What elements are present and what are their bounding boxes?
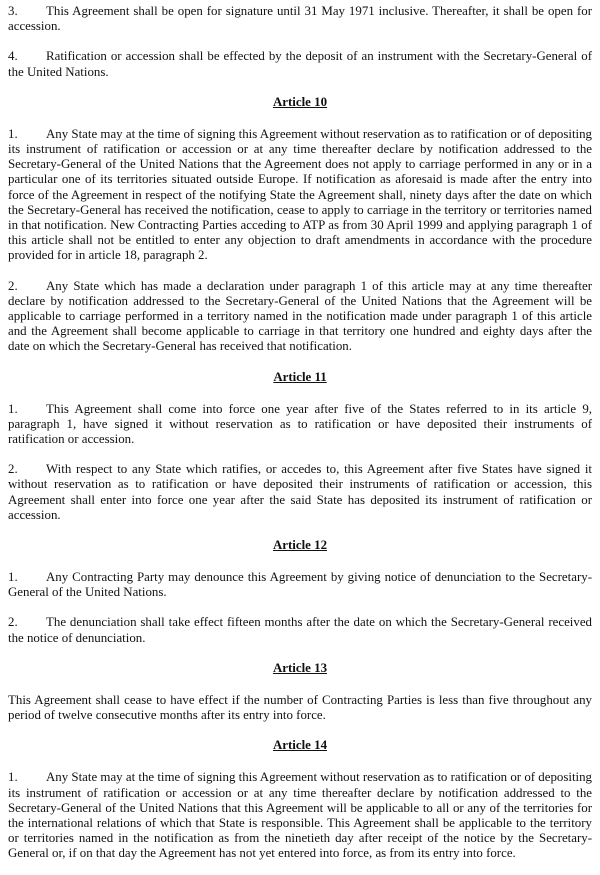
paragraph-text: Any State which has made a declaration under paragraph 1 of this article may at any time thereafter declare by notification addressed to the Secretary-General of the United Nations that the Agreement will be applicable to carriage performed in a territory named in the notification made under paragraph 1 of this article and the Agreement shall become applicable to carriage in that territory one hundred and eighty days after the date on which the Secretary-General has received that notification. xyxy=(8,278,592,354)
paragraph-text: The denunciation shall take effect fifteen months after the date on which the Secretary-General received the notice of denunciation. xyxy=(8,615,592,645)
paragraph-text: With respect to any State which ratifies, or accedes to, this Agreement after five States have signed it without reservation as to ratification or have deposited their instruments of ratification or accession, this Agreement shall enter into force one year after the said State has deposited its instrument of ratification or accession. xyxy=(8,462,592,522)
article-13-heading: Article 13 xyxy=(272,660,328,675)
article-12-heading: Article 12 xyxy=(272,538,328,553)
paragraph-text: Any State may at the time of signing this Agreement without reservation as to ratification or of depositing its instrument of ratification or accession or at any time thereafter declare by notification addressed to the Secretary-General of the United Nations that this Agreement will be applicable to all or any of the territories for the international relations of which that State is responsible. This Agreement shall be applicable to the territory or territories named in the notification as from the ninetieth day after receipt of the notice by the Secretary-General or, if on that day the Agreement has not yet entered into force, as from its entry into force. xyxy=(8,770,592,861)
article-13-text: This Agreement shall cease to have effect if the number of Contracting Parties is less than five throughout any period of twelve consecutive months after its entry into force. xyxy=(8,692,592,723)
article-9-paragraph-3 xyxy=(8,4,592,34)
paragraph-number: 2. xyxy=(8,462,18,477)
article-11-paragraph-2 xyxy=(8,462,592,523)
paragraph-number: 1. xyxy=(8,570,18,585)
paragraph-text: Ratification or accession shall be effected by the deposit of an instrument with the Secretary-General of the United Nations. xyxy=(8,49,592,79)
paragraph-number: 2. xyxy=(8,278,18,293)
article-10-heading: Article 10 xyxy=(272,94,328,109)
paragraph-text: This Agreement shall be open for signature until 31 May 1971 inclusive. Thereafter, it shall be open for accession. xyxy=(8,4,592,34)
article-14-paragraph-1 xyxy=(8,770,592,861)
paragraph-text: This Agreement shall come into force one year after five of the States referred to in its article 9, paragraph 1, have signed it without reservation as to ratification or have deposited their instruments of ratification or accession. xyxy=(8,401,592,447)
article-10-paragraph-1 xyxy=(8,127,592,264)
paragraph-number: 2. xyxy=(8,615,18,630)
article-12-paragraph-1 xyxy=(8,570,592,600)
paragraph-number: 3. xyxy=(8,4,18,18)
paragraph-text: Any Contracting Party may denounce this Agreement by giving notice of denunciation to the Secretary-General of the United Nations. xyxy=(8,570,592,600)
article-9-paragraph-4 xyxy=(8,49,592,79)
article-11-heading: Article 11 xyxy=(273,369,327,384)
article-10-paragraph-2 xyxy=(8,279,592,355)
paragraph-number: 1. xyxy=(8,770,18,785)
article-12-paragraph-2 xyxy=(8,615,592,645)
article-11-paragraph-1 xyxy=(8,402,592,448)
article-14-heading: Article 14 xyxy=(272,738,328,753)
paragraph-number: 1. xyxy=(8,126,18,141)
paragraph-number: 4. xyxy=(8,49,18,64)
paragraph-text: Any State may at the time of signing this Agreement without reservation as to ratification or of depositing its instrument of ratification or accession or at any time thereafter declare by notification addressed to the Secretary-General of the United Nations that the Agreement does not apply to carriage performed in any or in a particular one of its territories situated outside Europe. If notification as aforesaid is made after the entry into force of the Agreement in respect of the notifying State the Agreement shall, ninety days after the date on which the Secretary-General has received the notification, cease to apply to carriage in the territory or territories named in that notification. New Contracting Parties acceding to ATP as from 30 April 1999 and applying paragraph 1 of this article shall not be entitled to enter any objection to draft amendments in accordance with the procedure provided for in article 18, paragraph 2. xyxy=(8,126,592,263)
paragraph-number: 1. xyxy=(8,401,18,416)
